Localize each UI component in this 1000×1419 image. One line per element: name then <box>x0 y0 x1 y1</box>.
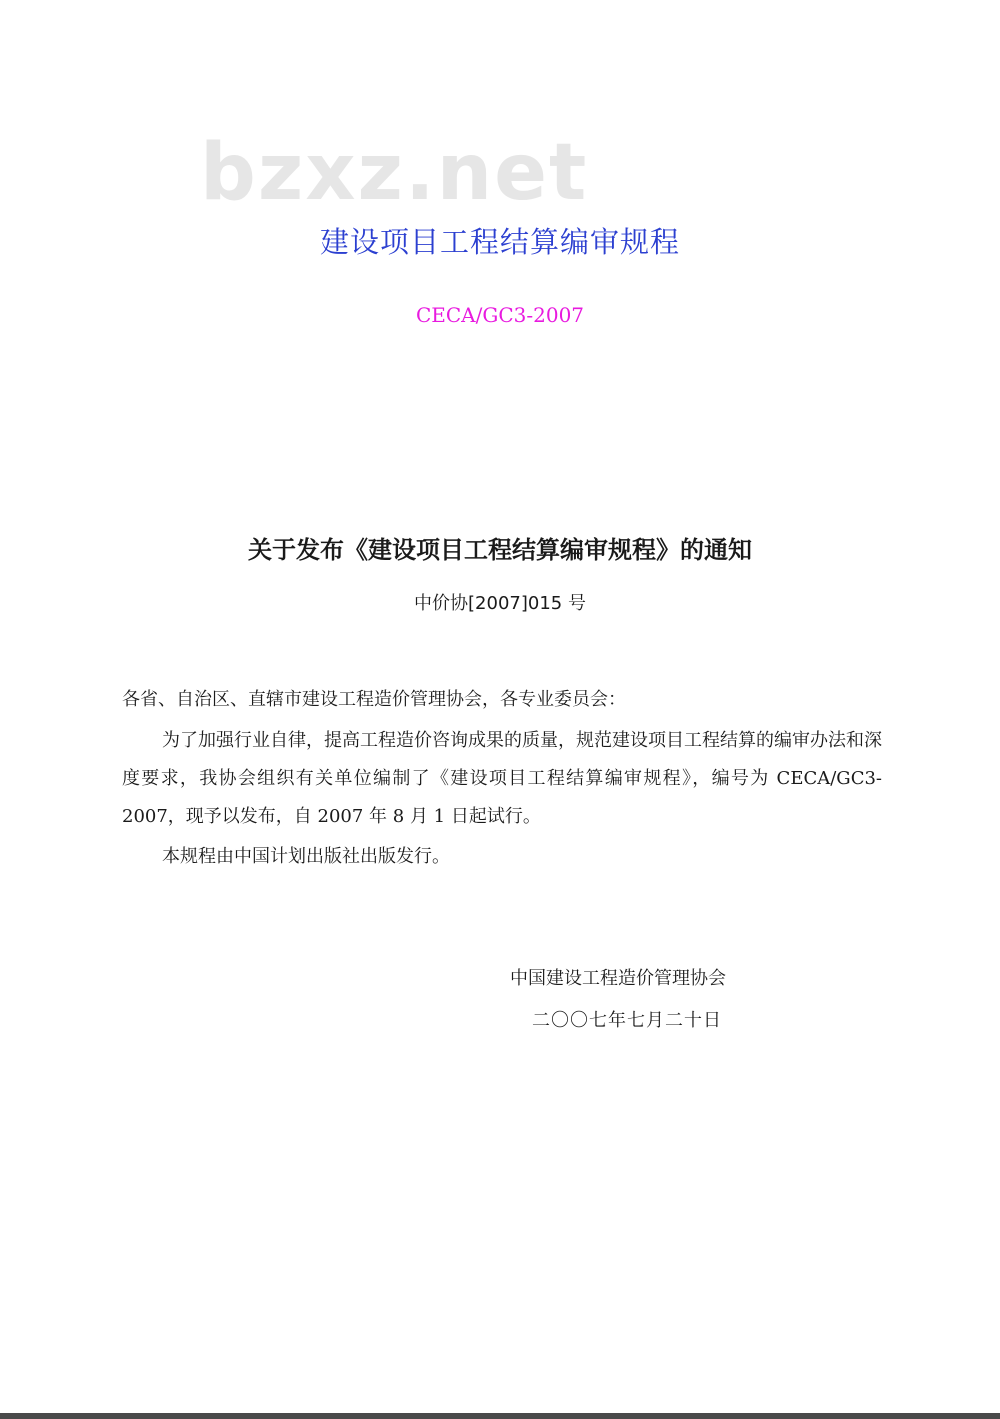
notice-title: 关于发布《建设项目工程结算编审规程》的通知 <box>248 536 752 564</box>
salutation: 各省、自治区、直辖市建设工程造价管理协会，各专业委员会： <box>122 689 626 710</box>
standard-title: 建设项目工程结算编审规程 <box>319 225 680 259</box>
watermark: bzxz.net <box>200 128 589 218</box>
body-paragraph-1-text: 为了加强行业自律，提高工程造价咨询成果的质量，规范建设项目工程结算的编审办法和深度要求，我协会组织有关单位编制了《建设项目工程结算编审规程》，编号为 CECA/GC3-2007，现予以发布，自 2007 年 8 月 1 日起试行。 <box>122 730 882 827</box>
signature-date: 二〇〇七年七月二十日 <box>532 1010 722 1031</box>
body-paragraph-2 <box>122 838 882 876</box>
document-number: 中价协[2007]015 号 <box>414 593 586 614</box>
standard-code: CECA/GC3-2007 <box>415 303 585 327</box>
page-bottom-edge <box>0 1413 1000 1419</box>
body-paragraph-1 <box>122 722 882 836</box>
signature-organization: 中国建设工程造价管理协会 <box>510 968 726 989</box>
body-paragraph-2-text: 本规程由中国计划出版社出版发行。 <box>162 846 450 867</box>
